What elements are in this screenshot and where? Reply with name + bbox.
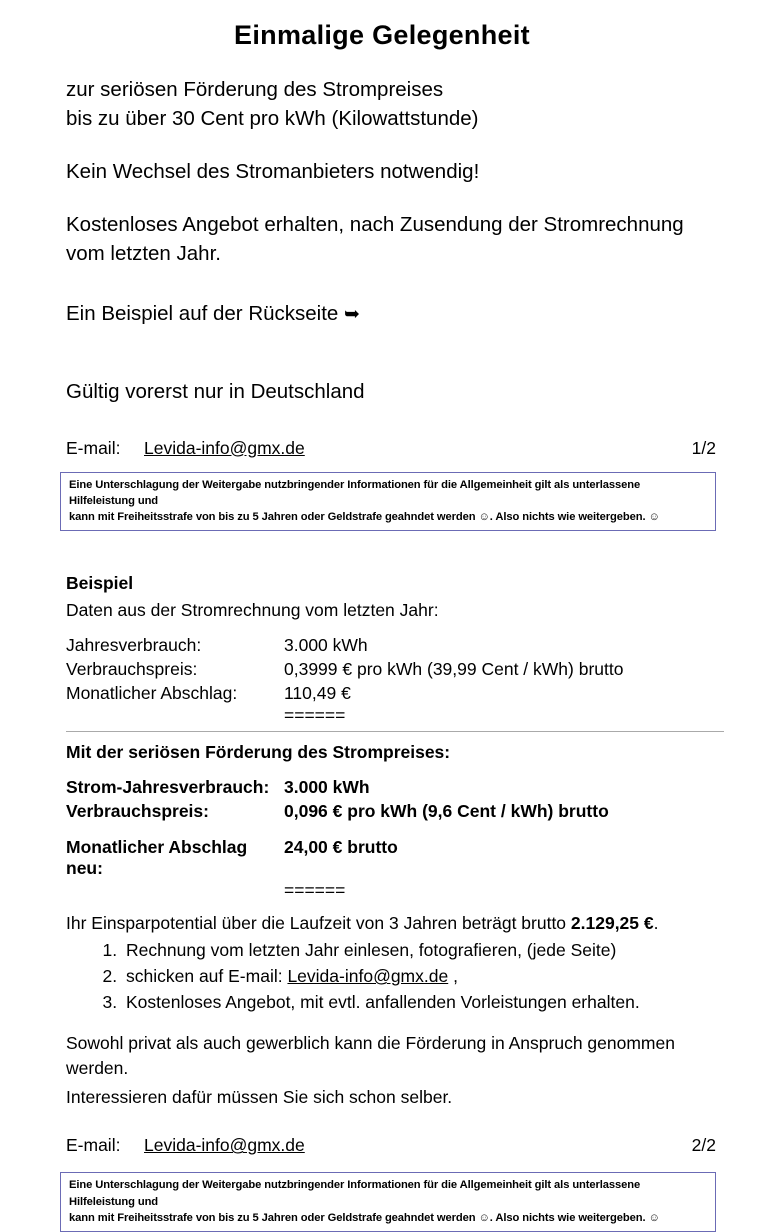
saving-suffix: . [653,913,659,934]
part2-body [66,573,724,1109]
divider-line [66,731,724,732]
closing-paragraph-1: Sowohl privat als auch gewerblich kann die Förderung in Anspruch genommen werden. [66,1032,675,1078]
closing-paragraph-2: Interessieren dafür müssen Sie sich schon selber. [66,1086,453,1107]
step-0-text: Rechnung vom letzten Jahr einlesen, fotografieren, (jede Seite) [126,940,617,961]
page-number-1: 1/2 [691,437,716,458]
lead-line-2: bis zu über 30 Cent pro kWh (Kilowattstunde) [66,107,479,131]
current-equals-marker: ====== [284,705,346,726]
paragraph-example-on-back [66,299,716,329]
saving-amount: 2.129,25 € [570,913,654,934]
current-bill-table [66,635,623,707]
page-number-2: 2/2 [691,1135,716,1156]
table-row [66,777,609,801]
legal-notice-bottom [60,1172,716,1232]
legal-notice-top [60,472,716,532]
contact-row-page2 [66,1135,716,1156]
email-label-2: E-mail: [66,1135,121,1156]
steps-list [66,938,724,1015]
document-page [0,20,764,1224]
table-row [66,801,609,825]
list-item [122,964,724,989]
email-label-1: E-mail: [66,437,121,458]
table-row [66,659,623,683]
offer-equals-marker: ====== [284,880,346,901]
offer-row-0-value: 3.000 kWh [284,777,370,798]
saving-statement [66,913,724,934]
list-item [122,938,724,963]
step-1-text: schicken auf E-mail: [126,966,288,987]
step-1-text-after: , [448,966,458,987]
saving-prefix: Ihr Einsparpotential über die Laufzeit von 3 Jahren beträgt brutto [66,913,571,934]
offer-row-0-label: Strom-Jahresverbrauch: [66,777,270,798]
current-row-2-value: 110,49 € [284,683,351,704]
offer-heading: Mit der seriösen Förderung des Strompreises: [66,742,451,763]
contact-row-page1 [66,438,716,459]
current-row-1-value: 0,3999 € pro kWh (39,99 Cent / kWh) brutto [284,659,624,680]
example-subheading: Daten aus der Stromrechnung vom letzten Jahr: [66,600,439,621]
offer-new-rate-label: Monatlicher Abschlag neu: [66,837,248,879]
legal-notice-top-line2: kann mit Freiheitsstrafe von bis zu 5 Jahren oder Geldstrafe geahndet werden ☺. Also nichts wie weitergeben. ☺ [69,511,660,524]
example-back-text: Ein Beispiel auf der Rückseite [66,301,339,325]
part1-body [66,75,716,406]
offer-new-rate-value: 24,00 € brutto [284,837,398,858]
offer-table [66,777,609,882]
lead-line-1: zur seriösen Förderung des Strompreises [66,78,444,101]
offer-row-1-value: 0,096 € pro kWh (9,6 Cent / kWh) brutto [284,801,609,822]
current-row-0-label: Jahresverbrauch: [66,635,202,656]
arrow-right-icon: ➥ [344,303,360,325]
table-row [66,825,609,882]
step-2-text: Kostenloses Angebot, mit evtl. anfallenden Vorleistungen erhalten. [126,992,640,1013]
legal-notice-bottom-line2: kann mit Freiheitsstrafe von bis zu 5 Jahren oder Geldstrafe geahndet werden ☺. Also nichts wie weitergeben. ☺ [69,1211,660,1224]
paragraph-validity: Gültig vorerst nur in Deutschland [66,379,365,403]
current-row-0-value: 3.000 kWh [284,635,368,656]
table-row [66,635,623,659]
current-row-2-label: Monatlicher Abschlag: [66,683,238,704]
email-link-2[interactable]: Levida-info@gmx.de [144,1135,305,1156]
page-title: Einmalige Gelegenheit [234,20,530,50]
paragraph-no-provider-switch: Kein Wechsel des Stromanbieters notwendig! [66,160,480,184]
legal-notice-top-line1: Eine Unterschlagung der Weitergabe nutzbringender Informationen für die Allgemeinheit gilt als unterlassene Hilfeleistung und [69,478,641,507]
list-item [122,990,724,1015]
current-row-1-label: Verbrauchspreis: [66,659,198,680]
email-link-1[interactable]: Levida-info@gmx.de [144,437,305,458]
paragraph-free-offer: Kostenloses Angebot erhalten, nach Zusendung der Stromrechnung vom letzten Jahr. [66,213,684,266]
lead-paragraph [66,75,716,133]
table-row [66,683,623,707]
offer-row-1-label: Verbrauchspreis: [66,801,209,822]
example-heading: Beispiel [66,573,134,594]
legal-notice-bottom-line1: Eine Unterschlagung der Weitergabe nutzbringender Informationen für die Allgemeinheit gilt als unterlassene Hilfeleistung und [69,1179,641,1208]
step-1-email-link[interactable]: Levida-info@gmx.de [287,966,449,987]
